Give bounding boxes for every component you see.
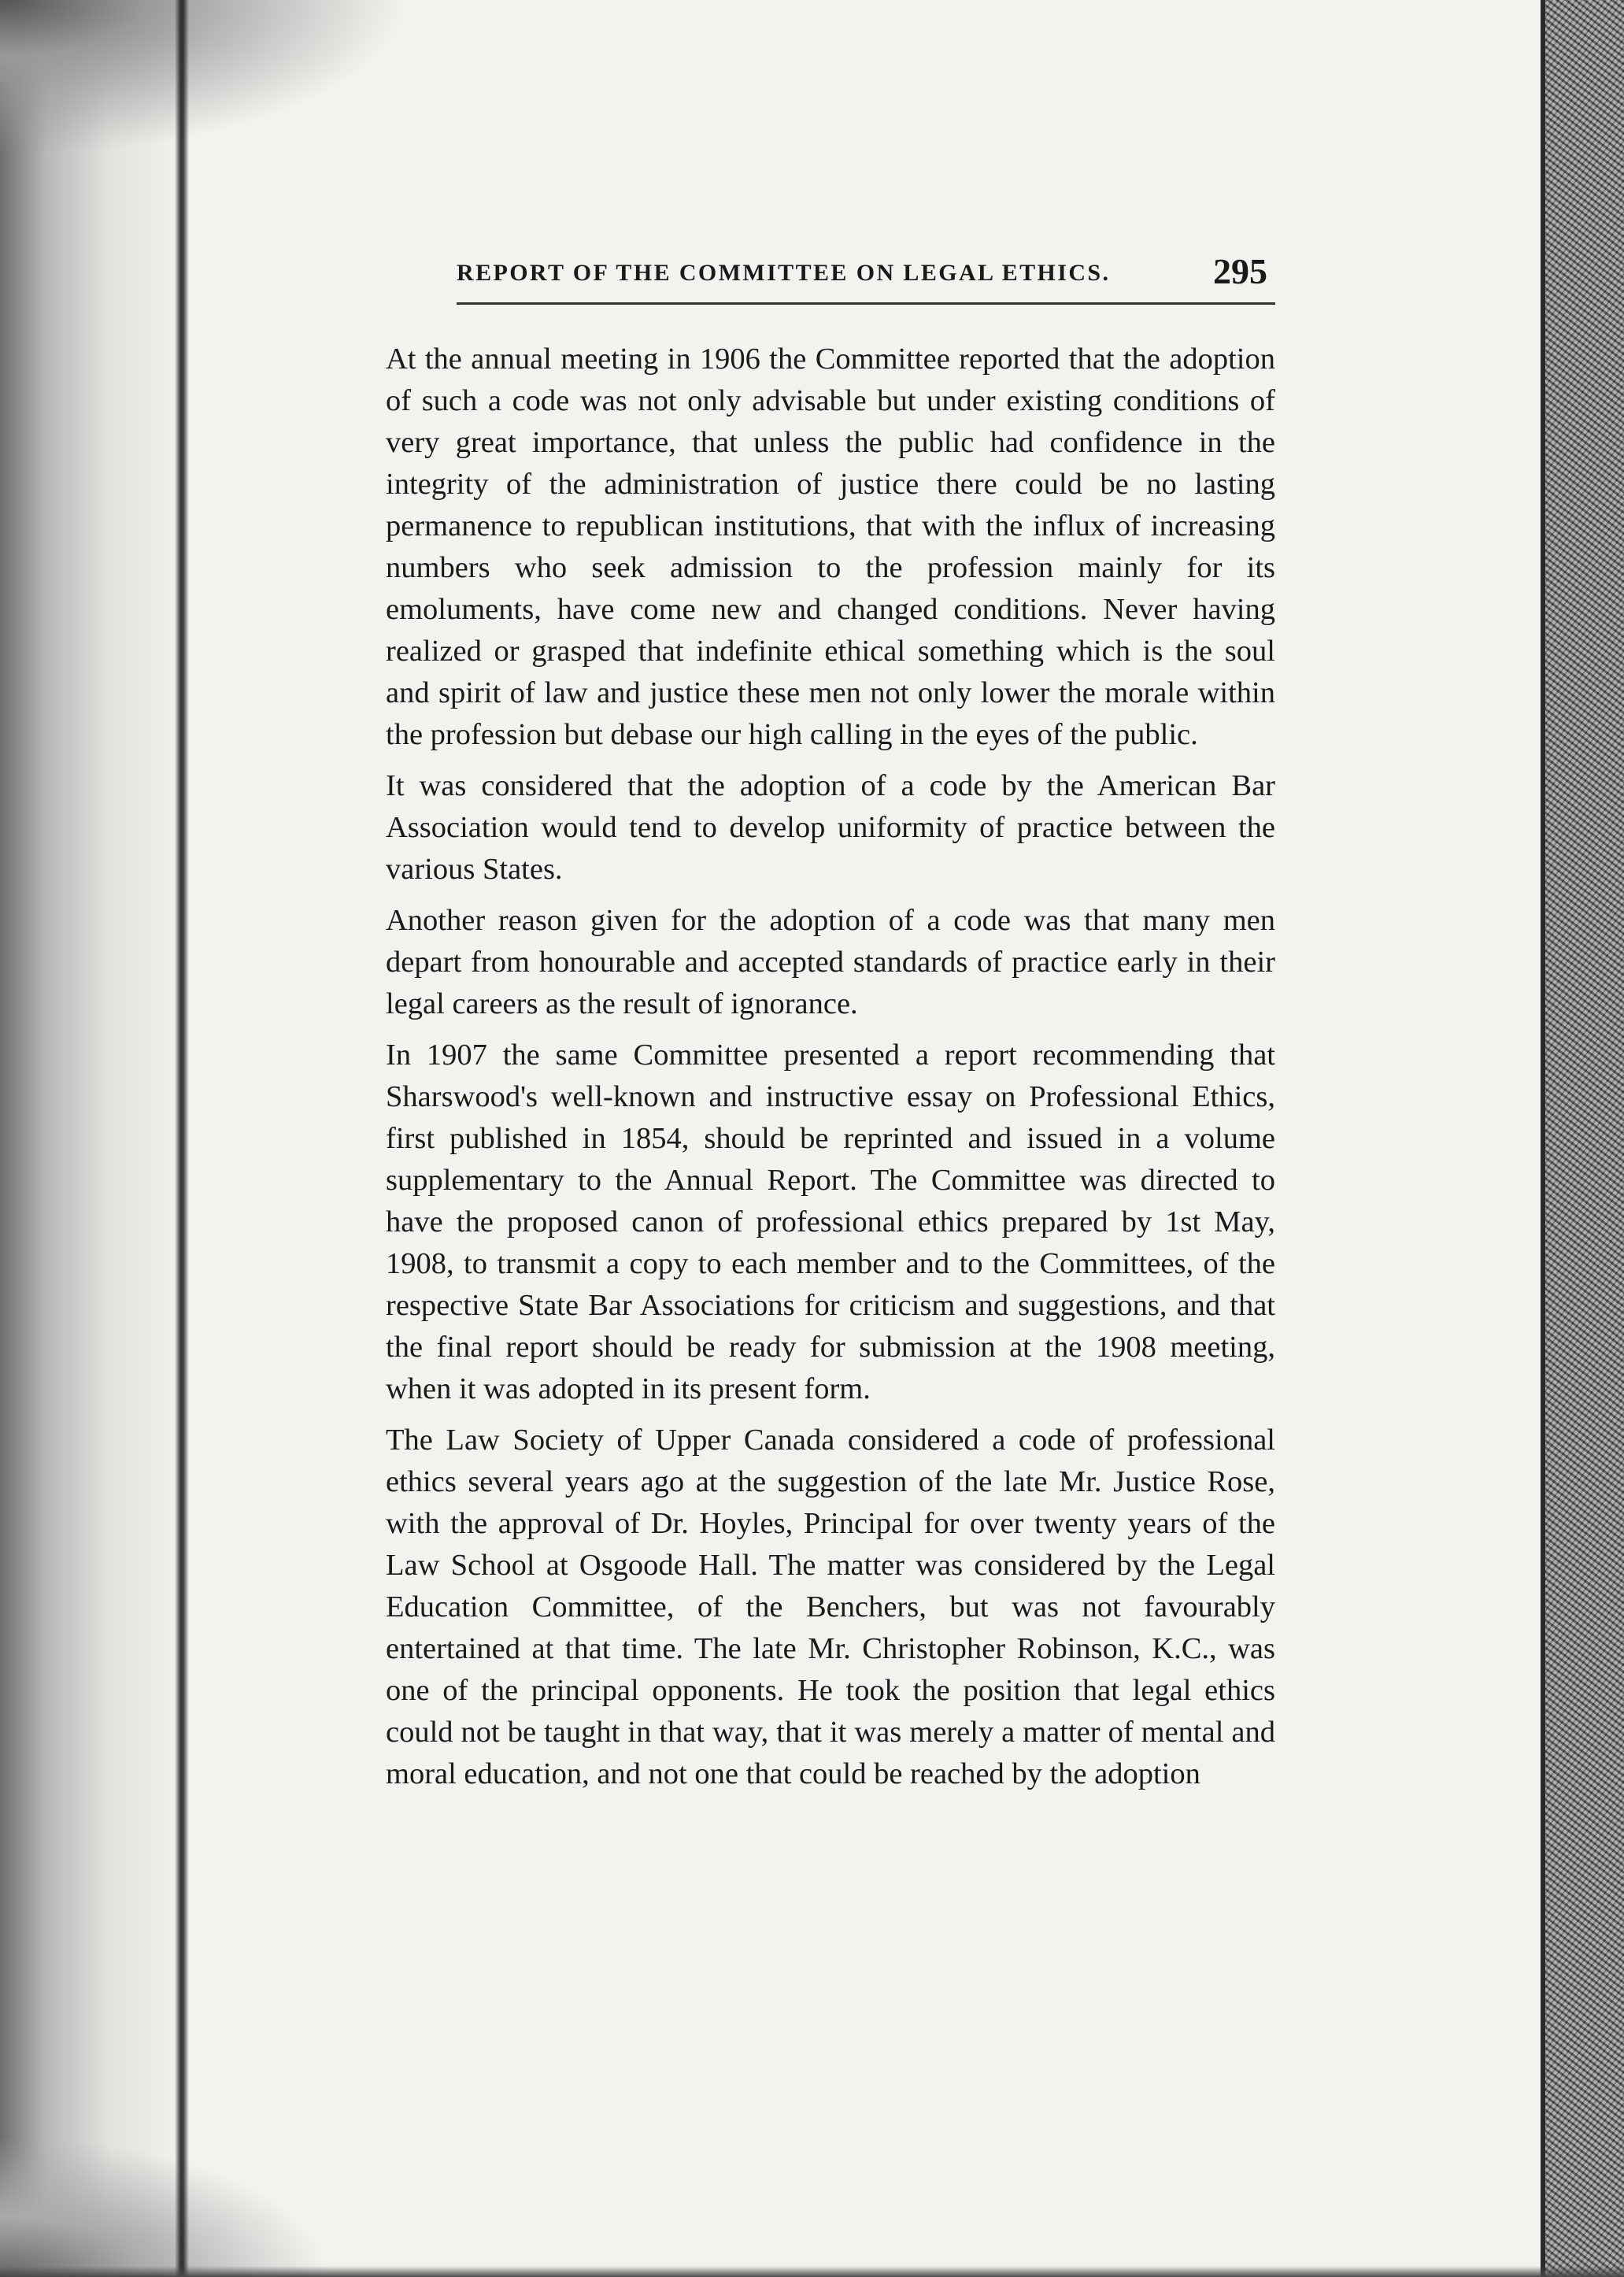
paragraph-1: At the annual meeting in 1906 the Committee reported that the adoption of such a code was not only advisable but under existing conditions of very great importance, that unless the public had confidence in the integrity of the administration of justice there could be no lasting permanence to republican institutions, that with the influx of increasing numbers who seek admission to the profession mainly for its emoluments, have come new and changed conditions. Never having realized or grasped that indefinite ethical something which is the soul and spirit of law and justice these men not only lower the morale within the profession but debase our high calling in the eyes of the public. (386, 342, 1275, 751)
page-bottom-edge (0, 2266, 1624, 2277)
header-rule (457, 302, 1275, 305)
page-number: 295 (1213, 251, 1267, 291)
running-head (457, 250, 1267, 298)
binding-shadow (0, 0, 189, 2277)
paragraph-2: It was considered that the adoption of a code by the American Bar Association would tend to develop uniformity of practice between the various States. (386, 769, 1275, 886)
body-text (386, 339, 1275, 1805)
running-title: REPORT OF THE COMMITTEE ON LEGAL ETHICS. (457, 260, 1111, 286)
paragraph-3: Another reason given for the adoption of a code was that many men depart from honourable and accepted standards of practice early in their legal careers as the result of ignorance. (386, 904, 1275, 1020)
book-spine-edge (175, 0, 189, 2277)
scanner-background-strip (1545, 0, 1624, 2277)
scan-corner-shadow-bottom (0, 2135, 331, 2277)
paragraph-4: In 1907 the same Committee presented a report recommending that Sharswood's well-known and instructive essay on Professional Ethics, first published in 1854, should be reprinted and issued in a volume supplementary to the Annual Report. The Committee was directed to have the proposed canon of professional ethics prepared by 1st May, 1908, to transmit a copy to each member and to the Committees, of the respective State Bar Associations for criticism and suggestions, and that the final report should be ready for submission at the 1908 meeting, when it was adopted in its present form. (386, 1039, 1275, 1405)
paragraph-5: The Law Society of Upper Canada considered a code of professional ethics several years ago at the suggestion of the late Mr. Justice Rose, with the approval of Dr. Hoyles, Principal for over twenty years of the Law School at Osgoode Hall. The matter was considered by the Legal Education Committee, of the Benchers, but was not favourably entertained at that time. The late Mr. Christopher Robinson, K.C., was one of the principal opponents. He took the position that legal ethics could not be taught in that way, that it was merely a matter of mental and moral education, and not one that could be reached by the adoption (386, 1424, 1275, 1790)
scan-corner-shadow-top (0, 0, 409, 157)
